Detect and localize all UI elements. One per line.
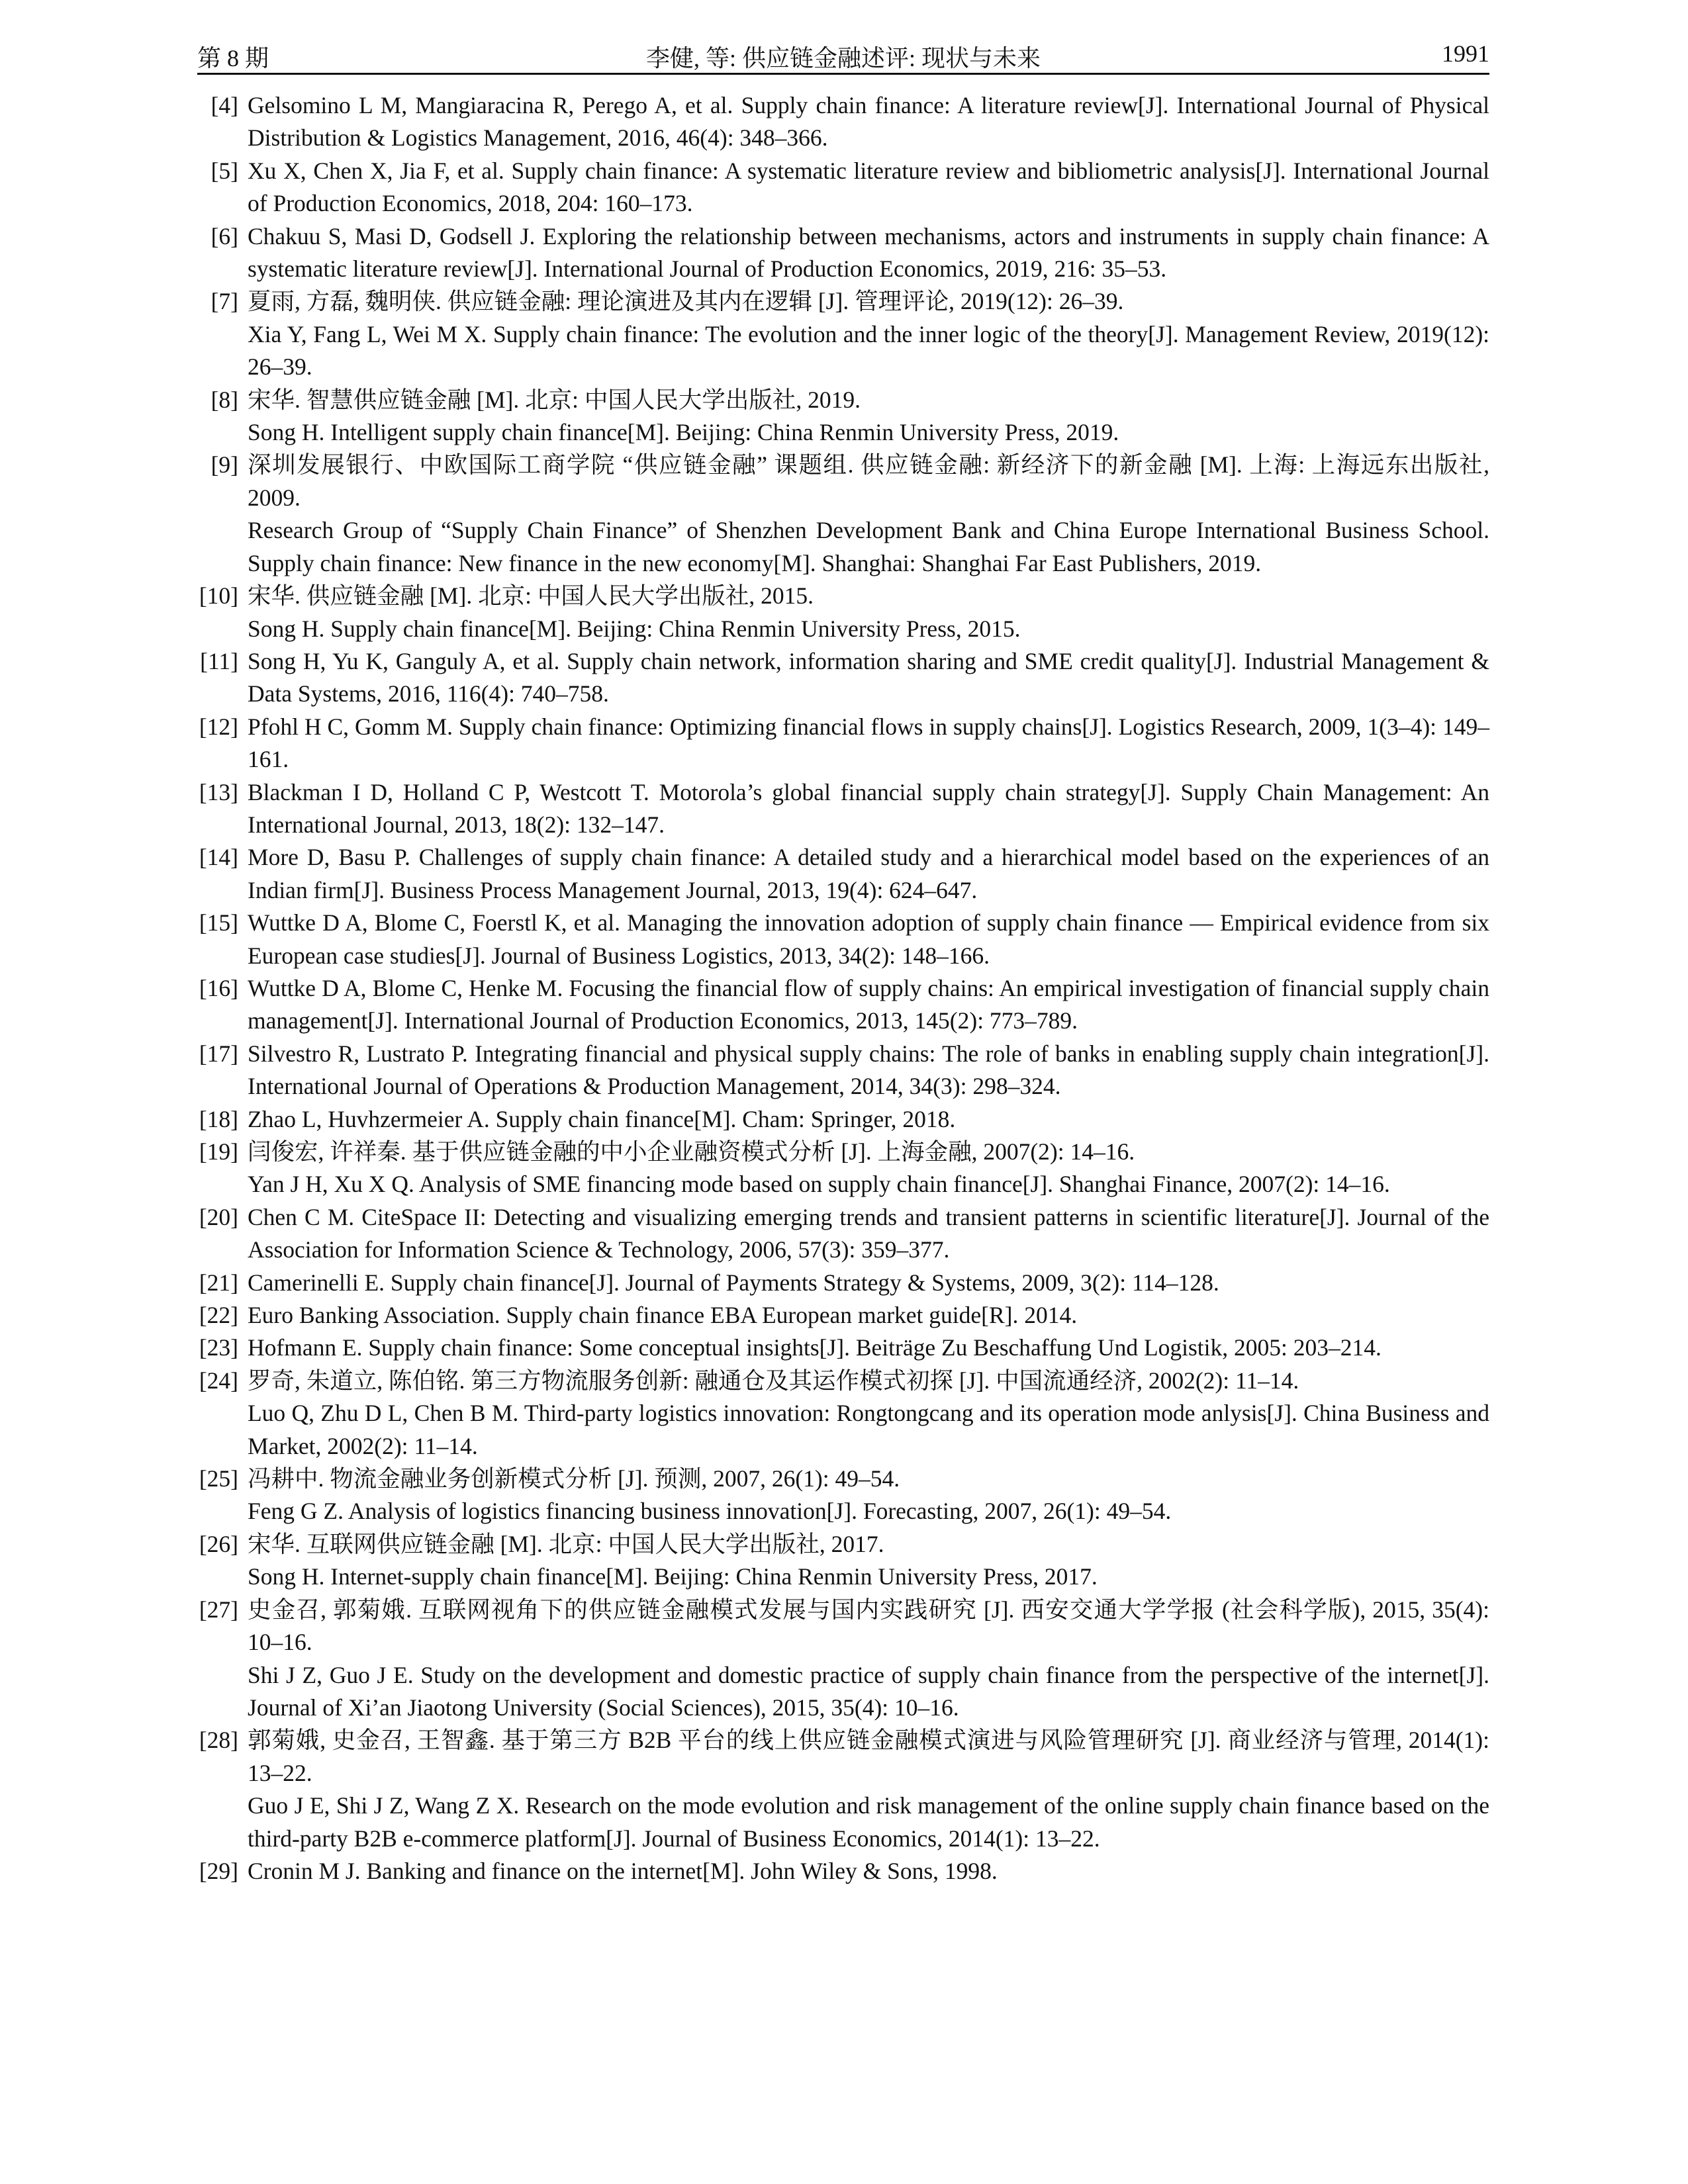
reference-translation: Song H. Supply chain finance[M]. Beijing: China Renmin University Press, 2015. <box>248 615 1021 642</box>
reference-number: [7] <box>211 288 238 315</box>
reference-number: [21] <box>199 1269 238 1296</box>
reference-item <box>197 384 1489 449</box>
reference-item <box>197 1365 1489 1463</box>
reference-translation: Guo J E, Shi J Z, Wang Z X. Research on the mode evolution and risk management of the online supply chain finance based on the third-party B2B e-commerce platform[J]. Journal of Business Economics, 2014(1): 13–22. <box>248 1792 1489 1852</box>
reference-item <box>197 1201 1489 1267</box>
reference-text: 深圳发展银行、中欧国际工商学院 “供应链金融” 课题组. 供应链金融: 新经济下的新金融 [M]. 上海: 上海远东出版社, 2009. <box>248 451 1489 511</box>
reference-number: [12] <box>199 713 238 740</box>
reference-text: 冯耕中. 物流金融业务创新模式分析 [J]. 预测, 2007, 26(1): 49–54. <box>248 1465 900 1492</box>
reference-number: [5] <box>211 157 238 184</box>
reference-item <box>197 1267 1489 1299</box>
reference-text: Gelsomino L M, Mangiaracina R, Perego A, et al. Supply chain finance: A literature review[J]. International Journal of Physical Distribution & Logistics Management, 2016, 46(4): 348–366. <box>248 92 1489 152</box>
reference-item <box>197 1594 1489 1725</box>
reference-number: [22] <box>199 1302 238 1329</box>
issue-label: 第 8 期 <box>197 45 269 71</box>
running-head <box>197 38 1489 75</box>
reference-text: Camerinelli E. Supply chain finance[J]. Journal of Payments Strategy & Systems, 2009, 3(2): 114–128. <box>248 1269 1219 1296</box>
reference-number: [27] <box>199 1596 238 1623</box>
page <box>197 38 1489 1888</box>
reference-list <box>197 89 1489 1888</box>
reference-number: [18] <box>199 1105 238 1132</box>
reference-translation: Luo Q, Zhu D L, Chen B M. Third-party logistics innovation: Rongtongcang and its operation mode anlysis[J]. China Business and Market, 2002(2): 11–14. <box>248 1400 1489 1459</box>
reference-text: Wuttke D A, Blome C, Henke M. Focusing the financial flow of supply chains: An empirical investigation of financial supply chain management[J]. International Journal of Production Economics, 2013, 145(2): 773–789. <box>248 974 1489 1034</box>
reference-item <box>197 1038 1489 1103</box>
reference-text: 郭菊娥, 史金召, 王智鑫. 基于第三方 B2B 平台的线上供应链金融模式演进与风险管理研究 [J]. 商业经济与管理, 2014(1): 13–22. <box>248 1727 1489 1786</box>
reference-item <box>197 580 1489 645</box>
reference-text: Xu X, Chen X, Jia F, et al. Supply chain finance: A systematic literature review and bibliometric analysis[J]. International Journal of Production Economics, 2018, 204: 160–173. <box>248 157 1489 217</box>
reference-text: Chakuu S, Masi D, Godsell J. Exploring the relationship between mechanisms, actors and instruments in supply chain finance: A systematic literature review[J]. International Journal of Production Economics, 2019, 216: 35–53. <box>248 222 1489 283</box>
reference-number: [13] <box>199 778 238 805</box>
reference-item <box>197 776 1489 842</box>
reference-number: [24] <box>199 1367 238 1394</box>
reference-translation: Yan J H, Xu X Q. Analysis of SME financing mode based on supply chain finance[J]. Shanghai Finance, 2007(2): 14–16. <box>248 1171 1390 1198</box>
reference-number: [19] <box>199 1138 238 1165</box>
reference-translation: Song H. Intelligent supply chain finance[M]. Beijing: China Renmin University Press, 2019. <box>248 419 1119 446</box>
reference-text: Hofmann E. Supply chain finance: Some conceptual insights[J]. Beiträge Zu Beschaffung Und Logistik, 2005: 203–214. <box>248 1334 1382 1361</box>
reference-text: 罗奇, 朱道立, 陈伯铭. 第三方物流服务创新: 融通仓及其运作模式初探 [J]. 中国流通经济, 2002(2): 11–14. <box>248 1367 1299 1394</box>
reference-item <box>197 1299 1489 1332</box>
reference-number: [8] <box>211 386 238 413</box>
reference-item <box>197 155 1489 220</box>
reference-text: Cronin M J. Banking and finance on the internet[M]. John Wiley & Sons, 1998. <box>248 1857 998 1884</box>
reference-item <box>197 907 1489 972</box>
reference-number: [15] <box>199 909 238 936</box>
reference-text: Song H, Yu K, Ganguly A, et al. Supply chain network, information sharing and SME credit quality[J]. Industrial Management & Data Systems, 2016, 116(4): 740–758. <box>248 647 1489 707</box>
reference-number: [26] <box>199 1530 238 1557</box>
reference-text: 宋华. 互联网供应链金融 [M]. 北京: 中国人民大学出版社, 2017. <box>248 1530 884 1557</box>
reference-number: [9] <box>211 451 238 478</box>
reference-number: [17] <box>199 1040 238 1067</box>
reference-item <box>197 1855 1489 1888</box>
reference-item <box>197 1724 1489 1855</box>
reference-number: [25] <box>199 1465 238 1492</box>
reference-item <box>197 1463 1489 1528</box>
reference-translation: Xia Y, Fang L, Wei M X. Supply chain finance: The evolution and the inner logic of the theory[J]. Management Review, 2019(12): 26–39. <box>248 320 1489 381</box>
reference-number: [6] <box>211 222 238 250</box>
reference-text: Euro Banking Association. Supply chain finance EBA European market guide[R]. 2014. <box>248 1302 1078 1329</box>
reference-number: [11] <box>200 647 238 674</box>
reference-number: [28] <box>199 1727 238 1754</box>
reference-text: Wuttke D A, Blome C, Foerstl K, et al. Managing the innovation adoption of supply chain finance — Empirical evidence from six European case studies[J]. Journal of Business Logistics, 2013, 34(2): 148–166. <box>248 909 1489 969</box>
reference-translation: Feng G Z. Analysis of logistics financing business innovation[J]. Forecasting, 2007, 26(1): 49–54. <box>248 1498 1172 1525</box>
reference-item <box>197 1528 1489 1594</box>
reference-text: Chen C M. CiteSpace II: Detecting and visualizing emerging trends and transient patterns in scientific literature[J]. Journal of the Association for Information Science & Technology, 2006, 57(3): 359–377. <box>248 1203 1489 1263</box>
reference-item <box>197 1103 1489 1136</box>
reference-item <box>197 841 1489 907</box>
reference-text: 宋华. 智慧供应链金融 [M]. 北京: 中国人民大学出版社, 2019. <box>248 386 861 413</box>
reference-item <box>197 89 1489 155</box>
reference-text: More D, Basu P. Challenges of supply chain finance: A detailed study and a hierarchical model based on the experiences of an Indian firm[J]. Business Process Management Journal, 2013, 19(4): 624–647. <box>248 844 1489 903</box>
reference-item <box>197 1136 1489 1201</box>
reference-translation: Research Group of “Supply Chain Finance” of Shenzhen Development Bank and China Europe International Business School. Supply chain finance: New finance in the new economy[M]. Shanghai: Shanghai Far East Publishers, 2019. <box>248 517 1489 576</box>
reference-item <box>197 449 1489 580</box>
reference-text: Zhao L, Huvhzermeier A. Supply chain finance[M]. Cham: Springer, 2018. <box>248 1105 956 1132</box>
reference-translation: Song H. Internet-supply chain finance[M]. Beijing: China Renmin University Press, 2017. <box>248 1563 1098 1590</box>
reference-number: [14] <box>199 844 238 871</box>
reference-text: Pfohl H C, Gomm M. Supply chain finance: Optimizing financial flows in supply chains[J]. Logistics Research, 2009, 1(3–4): 149–161. <box>248 713 1489 773</box>
reference-item <box>197 220 1489 286</box>
running-title: 李健, 等: 供应链金融述评: 现状与未来 <box>645 45 1041 71</box>
reference-item <box>197 972 1489 1038</box>
reference-text: 史金召, 郭菊娥. 互联网视角下的供应链金融模式发展与国内实践研究 [J]. 西安交通大学学报 (社会科学版), 2015, 35(4): 10–16. <box>248 1596 1489 1656</box>
reference-text: 夏雨, 方磊, 魏明侠. 供应链金融: 理论演进及其内在逻辑 [J]. 管理评论, 2019(12): 26–39. <box>248 288 1124 315</box>
reference-number: [20] <box>199 1203 238 1230</box>
reference-translation: Shi J Z, Guo J E. Study on the development and domestic practice of supply chain finance from the perspective of the internet[J]. Journal of Xi’an Jiaotong University (Social Sciences), 2015, 35(4): 10–16. <box>248 1661 1489 1721</box>
reference-text: 闫俊宏, 许祥秦. 基于供应链金融的中小企业融资模式分析 [J]. 上海金融, 2007(2): 14–16. <box>248 1138 1135 1165</box>
reference-number: [16] <box>199 974 238 1001</box>
reference-number: [23] <box>199 1334 238 1361</box>
reference-number: [10] <box>199 582 238 610</box>
reference-number: [4] <box>211 92 238 118</box>
reference-item <box>197 645 1489 711</box>
reference-text: Silvestro R, Lustrato P. Integrating financial and physical supply chains: The role of banks in enabling supply chain integration[J]. International Journal of Operations & Production Management, 2014, 34(3): 298–324. <box>248 1040 1489 1100</box>
reference-text: Blackman I D, Holland C P, Westcott T. Motorola’s global financial supply chain strategy[J]. Supply Chain Management: An International Journal, 2013, 18(2): 132–147. <box>248 778 1489 838</box>
reference-number: [29] <box>199 1857 238 1884</box>
page-number: 1991 <box>1442 40 1489 67</box>
reference-item <box>197 1332 1489 1364</box>
reference-text: 宋华. 供应链金融 [M]. 北京: 中国人民大学出版社, 2015. <box>248 582 814 610</box>
reference-item <box>197 711 1489 776</box>
reference-item <box>197 285 1489 383</box>
